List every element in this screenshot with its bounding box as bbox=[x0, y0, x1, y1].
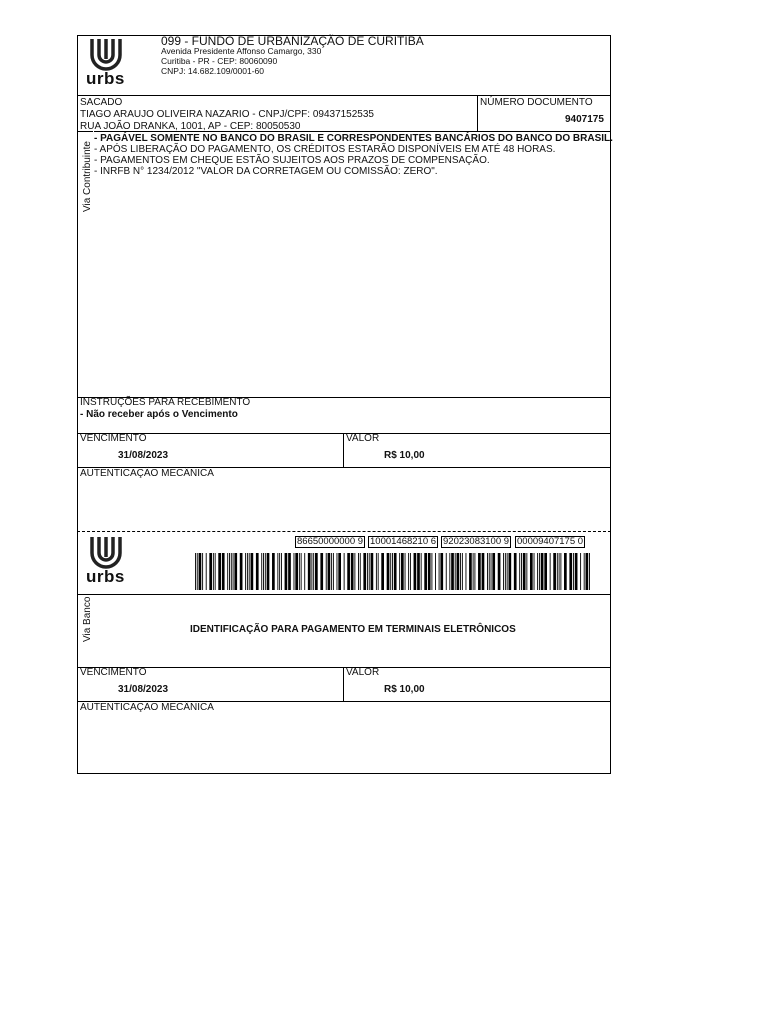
barcode-bar bbox=[315, 553, 318, 590]
barcode-bar bbox=[376, 553, 377, 590]
barcode-bar bbox=[394, 553, 397, 590]
barcode-bar bbox=[331, 553, 332, 590]
barcode-bar bbox=[573, 553, 574, 590]
divider bbox=[343, 667, 344, 701]
barcode-bar bbox=[261, 553, 262, 590]
barcode-bar bbox=[378, 553, 379, 590]
logo-text: urbs bbox=[86, 567, 125, 586]
barcode-bar bbox=[440, 553, 443, 590]
barcode-bar bbox=[498, 553, 501, 590]
sacado-label: SACADO bbox=[80, 97, 123, 108]
electronic-id-label: IDENTIFICAÇÃO PARA PAGAMENTO EM TERMINAIS ELETRÔNICOS bbox=[190, 624, 516, 635]
barcode-bar bbox=[560, 553, 561, 590]
barcode-bar bbox=[575, 553, 578, 590]
barcode-bar bbox=[584, 553, 585, 590]
sacado-address: RUA JOÃO DRANKA, 1001, AP - CEP: 80050530 bbox=[80, 121, 301, 132]
barcode-bar bbox=[256, 553, 259, 590]
barcode-bar bbox=[424, 553, 427, 590]
barcode-bar bbox=[417, 553, 420, 590]
barcode-bar bbox=[557, 553, 558, 590]
via-contribuinte-label: Via Contribuinte bbox=[82, 141, 93, 212]
barcode-bar bbox=[240, 553, 243, 590]
divider bbox=[477, 95, 478, 131]
barcode-bar bbox=[344, 553, 345, 590]
barcode-bar bbox=[505, 553, 506, 590]
barcode-bar bbox=[367, 553, 368, 590]
barcode-bar bbox=[439, 553, 440, 590]
barcode-bar bbox=[218, 553, 221, 590]
barcode-bar bbox=[267, 553, 270, 590]
barcode-bar bbox=[457, 553, 460, 590]
barcode-bar bbox=[338, 553, 341, 590]
divider bbox=[77, 95, 611, 96]
note-line: - INRFB N° 1234/2012 "VALOR DA CORRETAGEM OU COMISSÃO: ZERO". bbox=[94, 166, 438, 177]
barcode-bar bbox=[247, 553, 248, 590]
barcode-bar bbox=[369, 553, 370, 590]
barcode-bar bbox=[233, 553, 234, 590]
barcode-bar bbox=[401, 553, 404, 590]
document-number-value: 9407175 bbox=[565, 114, 604, 125]
barcode-bar bbox=[320, 553, 323, 590]
barcode-bar bbox=[514, 553, 517, 590]
divider bbox=[77, 433, 611, 434]
barcode-bar bbox=[213, 553, 214, 590]
barcode-bar bbox=[507, 553, 508, 590]
barcode-line-field: 00009407175 0 bbox=[517, 536, 584, 547]
barcode-bar bbox=[387, 553, 390, 590]
barcode-bar bbox=[301, 553, 302, 590]
divider bbox=[343, 433, 344, 467]
barcode-bar bbox=[492, 553, 495, 590]
barcode-bar bbox=[559, 553, 560, 590]
issuer-city: Curitiba - PR - CEP: 80060090 bbox=[161, 56, 278, 66]
barcode-bar bbox=[277, 553, 278, 590]
due-label: VENCIMENTO bbox=[80, 433, 147, 444]
barcode-bar bbox=[215, 553, 216, 590]
barcode-bar bbox=[337, 553, 338, 590]
barcode-bar bbox=[288, 553, 291, 590]
barcode-bar bbox=[589, 553, 590, 590]
barcode-bar bbox=[234, 553, 237, 590]
amount-value: R$ 10,00 bbox=[384, 450, 425, 461]
payment-notes bbox=[94, 133, 613, 177]
barcode-bar bbox=[519, 553, 520, 590]
barcode-bar bbox=[405, 553, 406, 590]
barcode-line-field: 92023083100 9 bbox=[443, 536, 510, 547]
barcode-bar bbox=[435, 553, 436, 590]
barcode-bar bbox=[474, 553, 475, 590]
barcode-bar bbox=[534, 553, 535, 590]
barcode-bar bbox=[390, 553, 391, 590]
barcode-bar bbox=[308, 553, 311, 590]
barcode-line-field: 86650000000 9 bbox=[297, 536, 364, 547]
note-line: - PAGAMENTOS EM CHEQUE ESTÃO SUJEITOS AOS PRAZOS DE COMPENSAÇÃO. bbox=[94, 155, 490, 166]
barcode-bar bbox=[523, 553, 526, 590]
barcode-bar bbox=[371, 553, 374, 590]
barcode-bar bbox=[279, 553, 280, 590]
barcode-bar bbox=[530, 553, 533, 590]
barcode-bar bbox=[553, 553, 556, 590]
barcode-bar bbox=[469, 553, 472, 590]
barcode-bar bbox=[487, 553, 488, 590]
barcode-bar bbox=[431, 553, 432, 590]
barcode-bar bbox=[521, 553, 522, 590]
barcode-bar bbox=[449, 553, 450, 590]
barcode-bar bbox=[526, 553, 527, 590]
barcode-bar bbox=[586, 553, 589, 590]
barcode-bar bbox=[537, 553, 538, 590]
barcode-bar bbox=[569, 553, 572, 590]
barcode-bar bbox=[399, 553, 400, 590]
barcode-bar bbox=[311, 553, 312, 590]
due-value: 31/08/2023 bbox=[118, 450, 169, 461]
barcode-bar bbox=[358, 553, 359, 590]
logo-text: urbs bbox=[86, 69, 125, 88]
barcode-bar bbox=[354, 553, 355, 590]
issuer-cnpj: CNPJ: 14.682.109/0001-60 bbox=[161, 66, 265, 76]
divider bbox=[77, 667, 611, 668]
barcode-bar bbox=[466, 553, 467, 590]
amount-value: R$ 10,00 bbox=[384, 684, 425, 695]
divider bbox=[77, 594, 611, 595]
amount-label: VALOR bbox=[346, 433, 380, 444]
barcode-bar bbox=[195, 553, 196, 590]
sacado-name: TIAGO ARAUJO OLIVEIRA NAZARIO - CNPJ/CPF: 09437152535 bbox=[80, 109, 374, 120]
barcode-bar bbox=[363, 553, 366, 590]
barcode-bar bbox=[265, 553, 266, 590]
barcode-bar bbox=[295, 553, 298, 590]
instructions-value: - Não receber após o Vencimento bbox=[80, 409, 238, 420]
barcode-bar bbox=[231, 553, 232, 590]
barcode-bar bbox=[313, 553, 314, 590]
barcode-bar bbox=[351, 553, 354, 590]
barcode-bar bbox=[272, 553, 275, 590]
barcode-bar bbox=[446, 553, 447, 590]
barcode-bar bbox=[281, 553, 282, 590]
barcode-line-field: 10001468210 6 bbox=[370, 536, 437, 547]
barcode-bar bbox=[294, 553, 295, 590]
barcode-bar bbox=[564, 553, 567, 590]
due-value: 31/08/2023 bbox=[118, 684, 169, 695]
barcode-bar bbox=[473, 553, 474, 590]
barcode-bar bbox=[544, 553, 547, 590]
barcode-bar bbox=[285, 553, 288, 590]
due-label: VENCIMENTO bbox=[80, 667, 147, 678]
note-line: - APÓS LIBERAÇÃO DO PAGAMENTO, OS CRÉDITOS ESTARÃO DISPONÍVEIS EM ATÉ 48 HORAS. bbox=[94, 144, 556, 155]
barcode bbox=[195, 553, 590, 590]
barcode-bar bbox=[347, 553, 350, 590]
amount-label: VALOR bbox=[346, 667, 380, 678]
barcode-bar bbox=[199, 553, 202, 590]
barcode-bar bbox=[541, 553, 544, 590]
barcode-bar bbox=[206, 553, 207, 590]
barcode-bar bbox=[421, 553, 422, 590]
barcode-bar bbox=[462, 553, 463, 590]
barcode-bar bbox=[460, 553, 461, 590]
barcode-bar bbox=[508, 553, 511, 590]
barcode-bar bbox=[482, 553, 485, 590]
barcode-bar bbox=[222, 553, 225, 590]
issuer-address: Avenida Presidente Affonso Camargo, 330 bbox=[161, 46, 322, 56]
barcode-bar bbox=[209, 553, 212, 590]
barcode-bar bbox=[539, 553, 540, 590]
barcode-bar bbox=[197, 553, 198, 590]
auth-label: AUTENTICAÇÃO MECÂNICA bbox=[80, 702, 214, 713]
barcode-bar bbox=[580, 553, 581, 590]
barcode-bar bbox=[245, 553, 246, 590]
barcode-bar bbox=[229, 553, 230, 590]
issuer-title: 099 - FUNDO DE URBANIZAÇÃO DE CURITIBA bbox=[161, 34, 424, 48]
barcode-bar bbox=[227, 553, 228, 590]
barcode-bar bbox=[304, 553, 305, 590]
instructions-label: INSTRUÇÕES PARA RECEBIMENTO bbox=[80, 397, 251, 408]
barcode-bar bbox=[333, 553, 334, 590]
barcode-bar bbox=[478, 553, 481, 590]
barcode-bar bbox=[414, 553, 417, 590]
barcode-bar bbox=[428, 553, 431, 590]
barcode-bar bbox=[299, 553, 300, 590]
barcode-bar bbox=[249, 553, 250, 590]
document-number-label: NÚMERO DOCUMENTO bbox=[480, 97, 593, 108]
barcode-bar bbox=[328, 553, 331, 590]
barcode-bar bbox=[263, 553, 264, 590]
barcode-bar bbox=[550, 553, 551, 590]
note-line: - PAGÁVEL SOMENTE NO BANCO DO BRASIL E CORRESPONDENTES BANCÁRIOS DO BANCO DO BRASIL. bbox=[94, 133, 613, 144]
via-banco-label: Via Banco bbox=[82, 596, 93, 642]
barcode-bar bbox=[408, 553, 409, 590]
barcode-bar bbox=[202, 553, 203, 590]
barcode-bar bbox=[491, 553, 492, 590]
barcode-bar bbox=[326, 553, 327, 590]
barcode-bar bbox=[489, 553, 490, 590]
divider bbox=[77, 131, 611, 132]
barcode-bar bbox=[410, 553, 411, 590]
auth-label: AUTENTICAÇÃO MECÂNICA bbox=[80, 468, 214, 479]
barcode-bar bbox=[503, 553, 504, 590]
barcode-bar bbox=[381, 553, 384, 590]
barcode-bar bbox=[360, 553, 361, 590]
barcode-bar bbox=[392, 553, 393, 590]
barcode-bar bbox=[451, 553, 454, 590]
barcode-bar bbox=[251, 553, 254, 590]
barcode-bar bbox=[455, 553, 456, 590]
